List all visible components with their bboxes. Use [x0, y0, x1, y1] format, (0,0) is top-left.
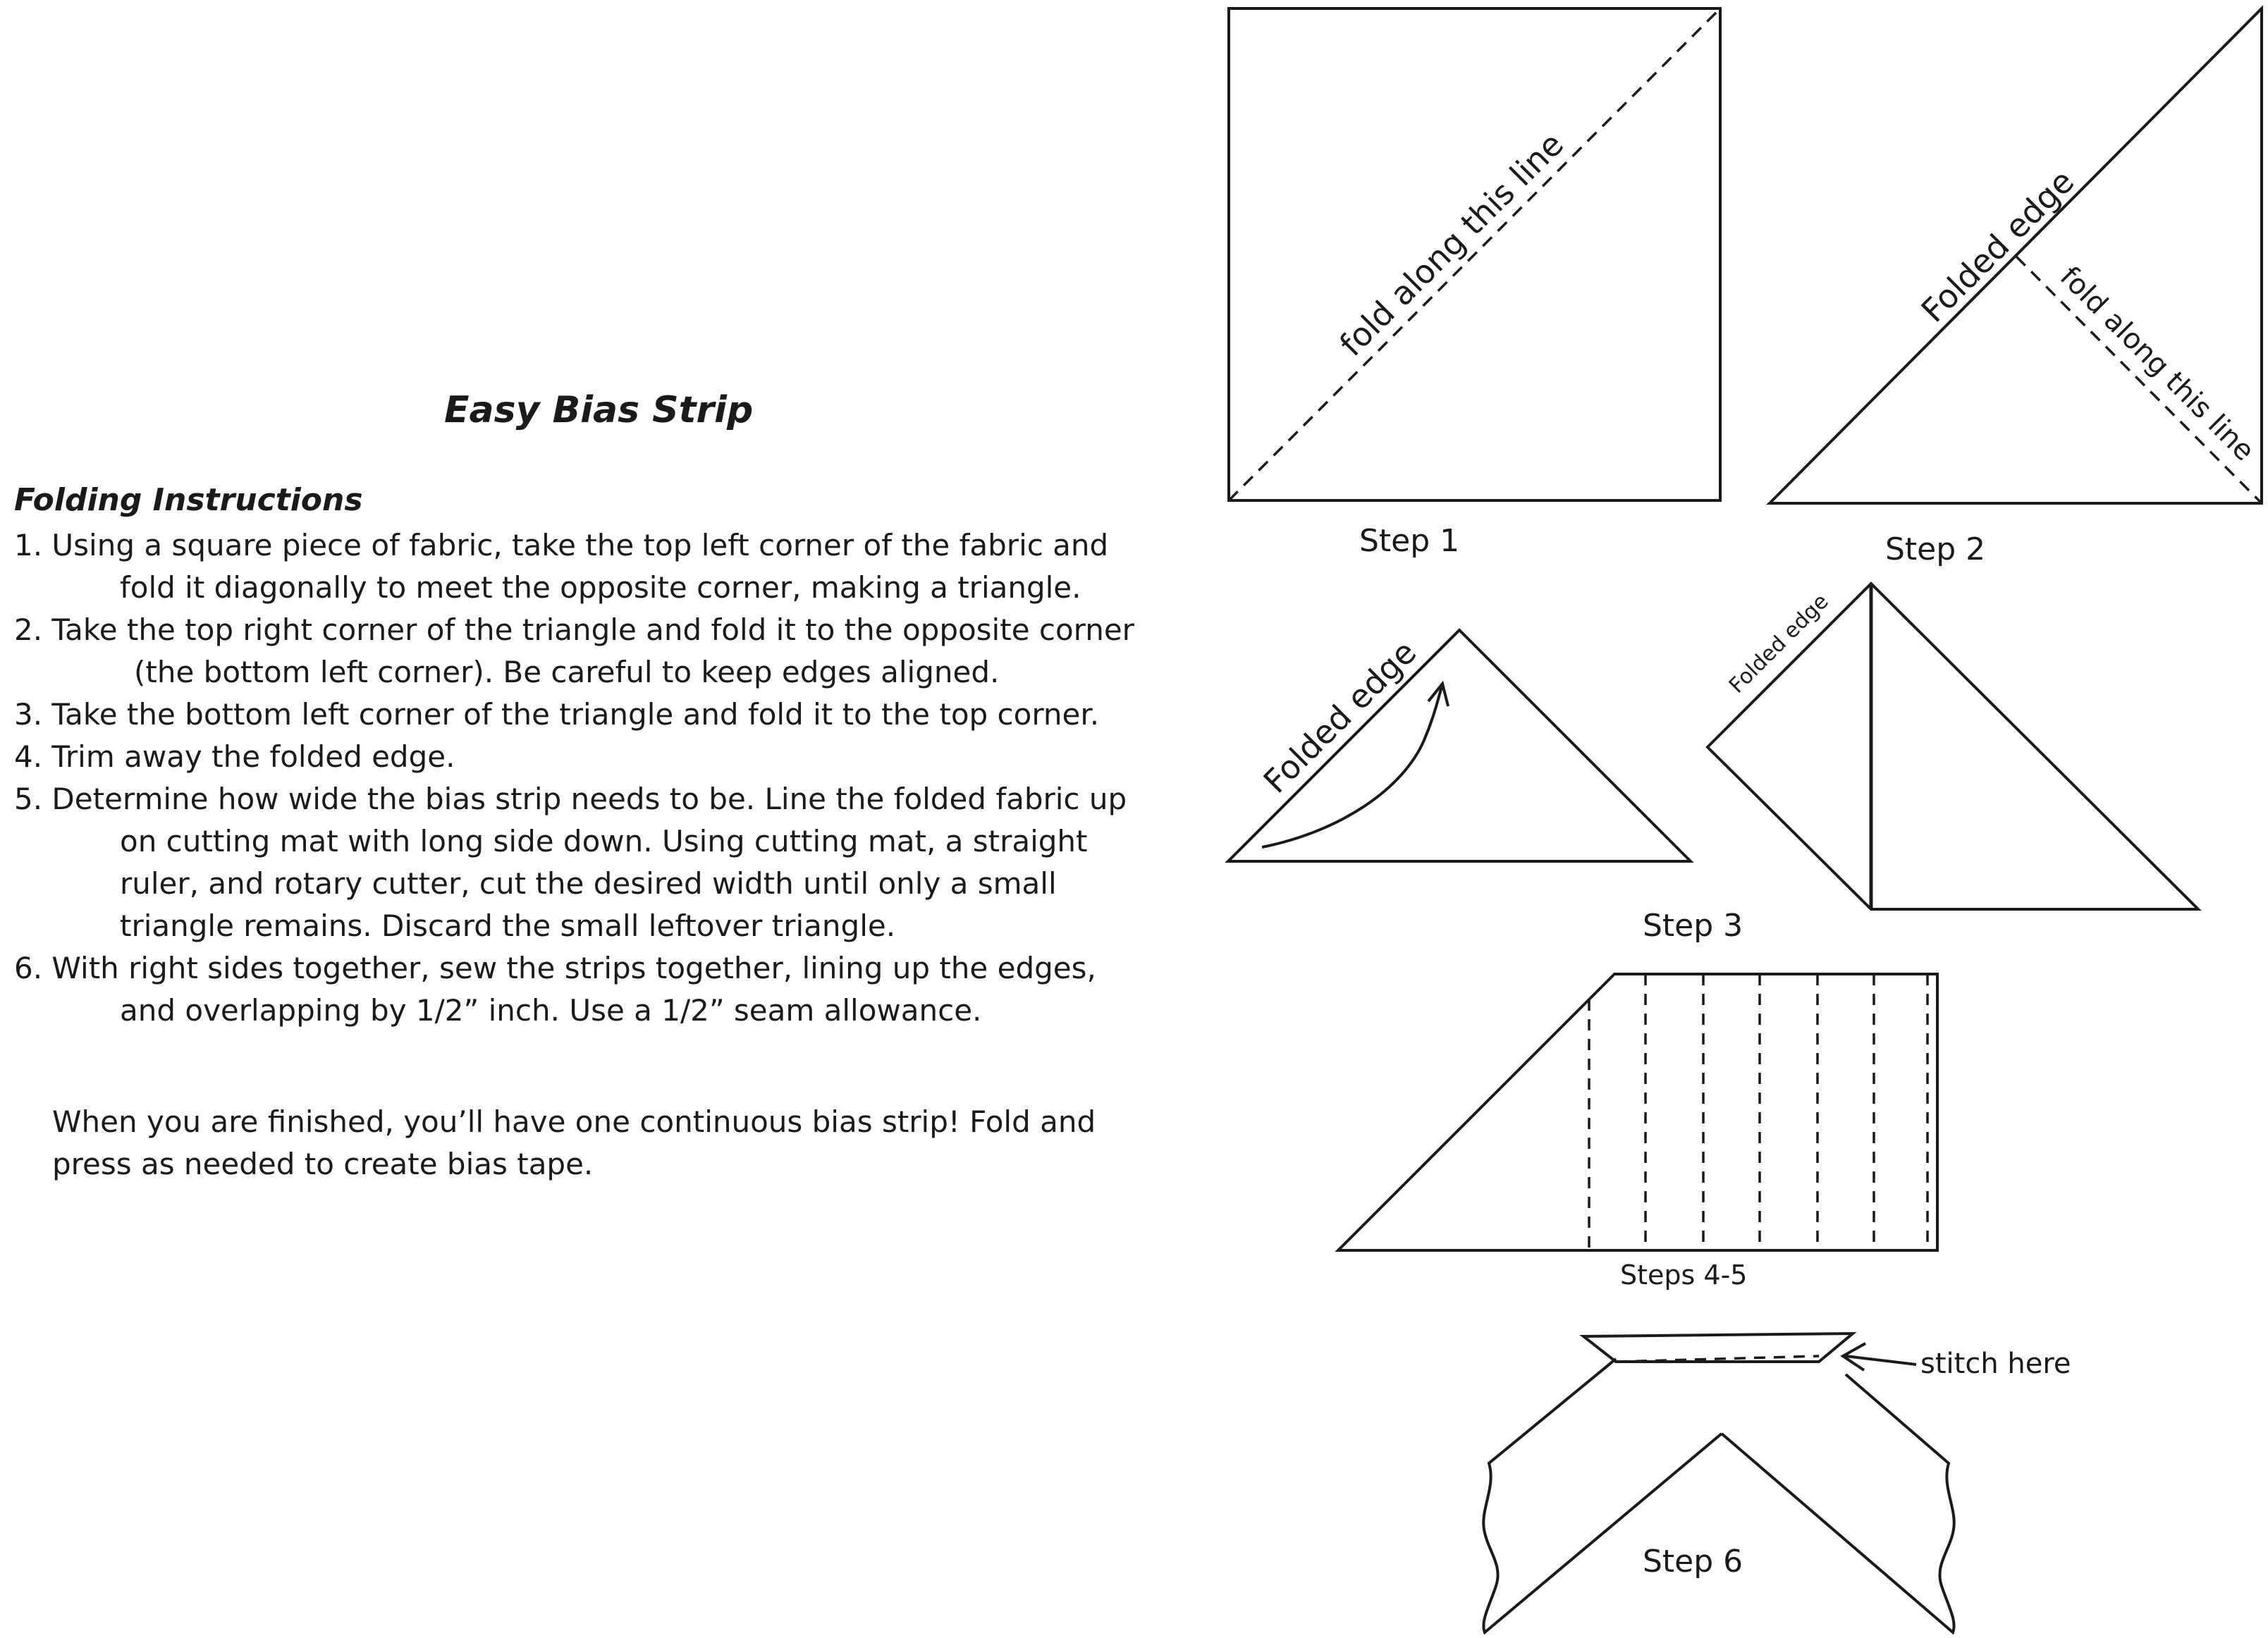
instruction-step-1-line-2: fold it diagonally to meet the opposite corner, making a triangle. [120, 570, 1081, 605]
closing-line-1: When you are finished, you’ll have one continuous bias strip! Fold and [52, 1104, 1096, 1139]
step2-caption: Step 2 [1885, 531, 1986, 567]
step1-fold-line [1229, 8, 1720, 500]
step2-fold-line [2016, 257, 2262, 503]
step3-left-diagram [1228, 630, 1691, 861]
step6-caption: Step 6 [1643, 1544, 1743, 1580]
step6-left-strip [1483, 1359, 1722, 1632]
instruction-step-4-line-1: 4. Trim away the folded edge. [14, 739, 455, 774]
instruction-step-5-line-4: triangle remains. Discard the small leftover triangle. [120, 909, 896, 943]
step2-edge-label: Folded edge [1913, 162, 2082, 330]
instruction-step-6-line-2: and overlapping by 1/2” inch. Use a 1/2” seam allowance. [120, 993, 982, 1028]
step3-right-edge-label: Folded edge [1724, 589, 1834, 698]
steps45-trapezoid [1338, 974, 1937, 1250]
step6-right-strip [1722, 1374, 1954, 1632]
step1-diagram [1229, 8, 1720, 559]
step1-fold-label: fold along this line [1332, 125, 1571, 364]
step6-stitch-label: stitch here [1920, 1348, 2071, 1380]
stitch-arrow [1846, 1356, 1916, 1365]
instruction-step-2-line-2: (the bottom left corner). Be careful to keep edges aligned. [134, 655, 1000, 689]
instruction-step-1-line-1: 1. Using a square piece of fabric, take the top left corner of the fabric and [14, 528, 1109, 562]
steps45-diagram [1338, 974, 1937, 1291]
step6-diagram [1483, 1334, 2071, 1632]
instruction-step-5-line-2: on cutting mat with long side down. Using cutting mat, a straight [120, 824, 1088, 858]
step3-left-edge-label: Folded edge [1256, 633, 1424, 801]
steps45-caption: Steps 4-5 [1620, 1260, 1748, 1291]
step3-caption: Step 3 [1643, 908, 1743, 944]
step6-overlap [1583, 1334, 1853, 1362]
step2-diagram [1770, 8, 2262, 567]
document-title: Easy Bias Strip [444, 389, 754, 431]
section-heading: Folding Instructions [14, 482, 363, 518]
instruction-step-3-line-1: 3. Take the bottom left corner of the triangle and fold it to the top corner. [14, 697, 1100, 732]
instruction-step-6-line-1: 6. With right sides together, sew the strips together, lining up the edges, [14, 951, 1096, 985]
step1-caption: Step 1 [1359, 523, 1460, 559]
step3-right-diagram [1643, 584, 2198, 944]
instruction-step-5-line-1: 5. Determine how wide the bias strip needs to be. Line the folded fabric up [14, 782, 1127, 816]
step2-fold-label: fold along this line [2053, 260, 2261, 468]
instruction-step-5-line-3: ruler, and rotary cutter, cut the desired width until only a small [120, 866, 1057, 901]
instruction-step-2-line-1: 2. Take the top right corner of the triangle and fold it to the opposite corner [14, 612, 1134, 647]
closing-line-2: press as needed to create bias tape. [52, 1147, 594, 1181]
